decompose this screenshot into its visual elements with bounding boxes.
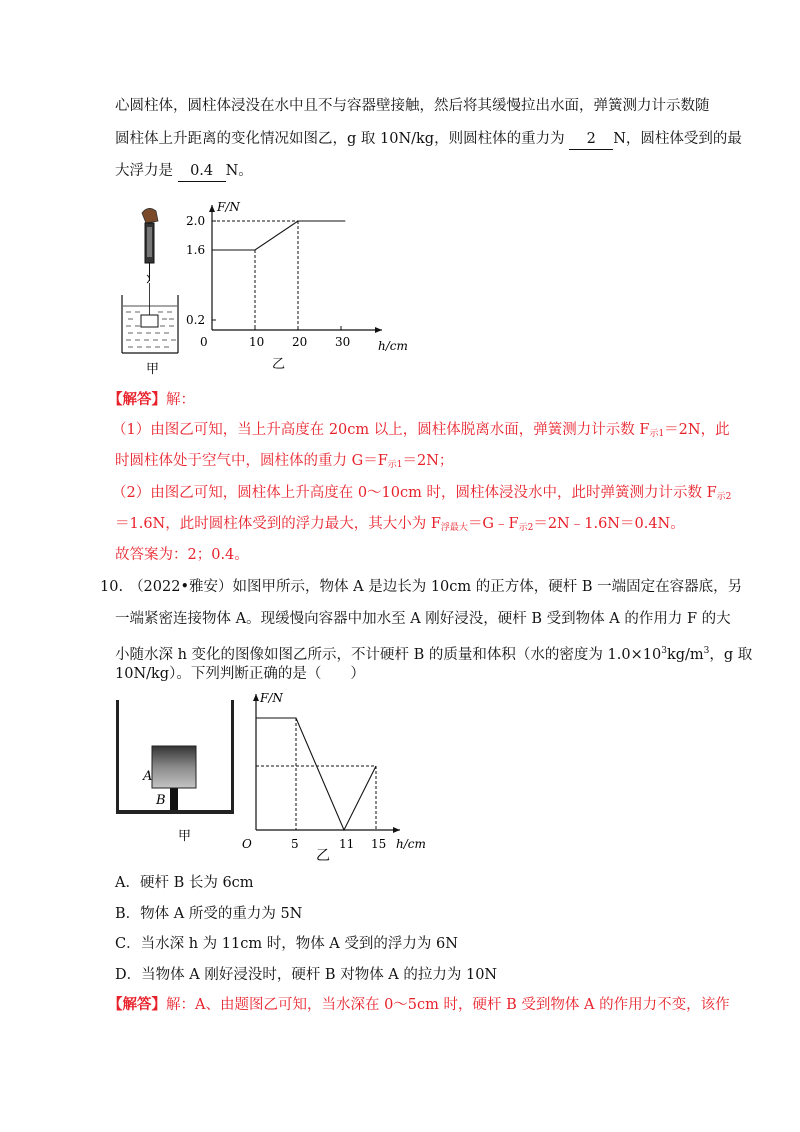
series-line	[256, 718, 376, 830]
q9-solution-p2-cont: ＝1.6N，此时圆柱体受到的浮力最大，其大小为 $F_{浮最大}=G﹣F_{示2}=2N﹣1.6N=0.4N$。	[115, 516, 685, 533]
y-axis-arrow	[209, 205, 215, 212]
q9-fig1-caption: 甲	[146, 362, 160, 375]
q9-figure-spring-scale	[118, 205, 188, 375]
y-tick-label: 0.2	[186, 313, 206, 327]
q10-solution: 【解答】解：A、由题图乙可知，当水深在 0～5cm 时，硬杆 B 受到物体 A 的作用力不变，该作	[108, 996, 730, 1013]
q9-solution-p1-cont: 时圆柱体处于空气中，圆柱体的重力 $G=F_{示1}=2N$；	[115, 453, 454, 470]
x-axis-arrow	[375, 327, 382, 333]
q9-blank-gravity: 2	[569, 129, 613, 150]
q10-chart	[238, 688, 438, 863]
q9-fig2-caption: 乙	[272, 357, 286, 370]
y-axis-label: F/N	[260, 691, 283, 705]
q9-chart	[182, 200, 422, 370]
x-tick-label: 5	[291, 837, 299, 851]
q9-solution-head: 【解答】解：	[108, 391, 195, 408]
x-tick-label: 30	[335, 335, 351, 349]
y-axis-arrow	[253, 694, 259, 701]
q10-line-4: 10N/kg）。下列判断正确的是（ ）	[115, 666, 365, 682]
q9-answer: 故答案为：2；0.4。	[115, 547, 249, 563]
x-tick-label: 15	[371, 837, 387, 851]
q10-fig1-caption: 甲	[178, 829, 192, 844]
x-tick-label: 10	[249, 335, 265, 349]
q9-solution-p1: （1）由图乙可知，当上升高度在 20cm 以上，圆柱体脱离水面，弹簧测力计示数 $F_{示1}=2N$，此	[112, 422, 730, 439]
q10-option-c[interactable]: C．当水深 h 为 11cm 时，物体 A 受到的浮力为 6N	[115, 936, 458, 952]
q9-solution-p2: （2）由图乙可知，圆柱体上升高度在 0～10cm 时，圆柱体浸没水中，此时弹簧测力计示数 $F_{示2}$	[112, 485, 732, 502]
q10-line-2: 一端紧密连接物体 A。现缓慢向容器中加水至 A 刚好浸没，硬杆 B 受到物体 A 的作用力 F 的大	[115, 611, 731, 627]
q9-line-3: 大浮力是 0.4 N。	[115, 161, 253, 182]
q9-line-1: 心圆柱体，圆柱体浸没在水中且不与容器壁接触，然后将其缓慢拉出水面，弹簧测力计示数随	[115, 98, 710, 114]
x-axis-label: h/cm	[396, 837, 426, 851]
y-tick-label: 2.0	[186, 214, 206, 228]
y-axis-label: F/N	[217, 200, 240, 214]
y-tick-label: 1.6	[186, 243, 206, 257]
x-tick-label: 0	[200, 335, 208, 349]
q10-line-3: 小随水深 h 变化的图像如图乙所示，不计硬杆 B 的质量和体积（水的密度为 $1.0\times 10^3kg/m^3$，g 取	[115, 646, 753, 663]
label-block-a: A	[143, 769, 153, 784]
q10-figure-container	[110, 696, 240, 846]
x-axis-label: h/cm	[378, 339, 408, 353]
q10-option-a[interactable]: A．硬杆 B 长为 6cm	[115, 875, 254, 891]
series-line	[212, 221, 345, 250]
q10-fig2-caption: 乙	[316, 848, 330, 863]
q9-blank-buoyancy: 0.4	[178, 161, 226, 182]
x-axis-arrow	[393, 827, 400, 833]
q10-line-1: 10. （2022•雅安）如图甲所示，物体 A 是边长为 10cm 的正方体，硬杆 B 一端固定在容器底，另	[100, 579, 743, 595]
q10-option-d[interactable]: D．当物体 A 刚好浸没时，硬杆 B 对物体 A 的拉力为 10N	[115, 967, 498, 983]
x-tick-label: 11	[339, 837, 355, 851]
x-tick-label: O	[242, 837, 252, 851]
q10-option-b[interactable]: B．物体 A 所受的重力为 5N	[115, 906, 303, 922]
q9-line-2: 圆柱体上升距离的变化情况如图乙，g 取 10N/kg，则圆柱体的重力为 2 N，圆柱体受到的最	[115, 129, 742, 150]
label-rod-b: B	[156, 793, 166, 808]
x-tick-label: 20	[292, 335, 308, 349]
